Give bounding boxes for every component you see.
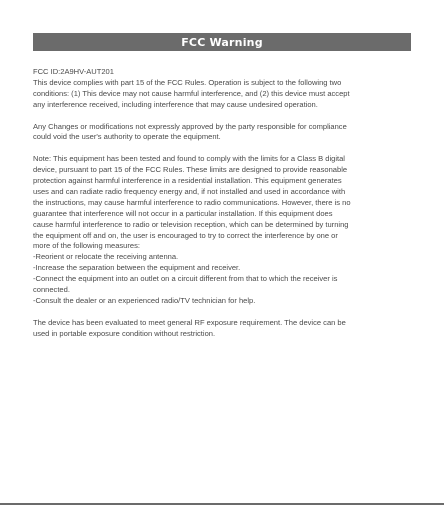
paragraph-gap <box>33 111 411 122</box>
measure-item: connected. <box>33 285 70 295</box>
note-line: guarantee that interference will not occur in a particular installation. If this equipment does <box>33 208 333 218</box>
modifications-line: Any Changes or modifications not expressly approved by the party responsible for compliance <box>33 121 347 131</box>
measure-item: -Consult the dealer or an experienced radio/TV technician for help. <box>33 296 256 305</box>
modifications-paragraph <box>33 122 411 144</box>
note-line: more of the following measures: <box>33 241 140 251</box>
compliance-line: conditions: (1) This device may not cause harmful interference, and (2) this device must accept <box>33 88 350 98</box>
page-title: FCC Warning <box>181 35 263 49</box>
note-line: cause harmful interference to radio or television reception, which can be determined by turning <box>33 219 349 229</box>
fcc-id: FCC ID:2A9HV-AUT201 <box>33 67 114 76</box>
fcc-warning-content <box>33 67 411 340</box>
paragraph-gap <box>33 307 411 318</box>
rf-exposure-paragraph <box>33 318 411 340</box>
compliance-line: any interference received, including interference that may cause undesired operation. <box>33 99 318 109</box>
modifications-line: could void the user's authority to operate the equipment. <box>33 132 221 142</box>
rf-exposure-line: used in portable exposure condition without restriction. <box>33 328 216 338</box>
paragraph-gap <box>33 143 411 154</box>
note-line: Note: This equipment has been tested and found to comply with the limits for a Class B digital <box>33 154 345 164</box>
measure-item: -Connect the equipment into an outlet on a circuit different from that to which the receiver is <box>33 274 338 284</box>
note-line: uses and can radiate radio frequency energy and, if not installed and used in accordance with <box>33 186 346 196</box>
compliance-paragraph <box>33 78 411 111</box>
note-line: the instructions, may cause harmful interference to radio communications. However, there is no <box>33 197 351 207</box>
note-paragraph <box>33 154 411 307</box>
measure-item: -Increase the separation between the equipment and receiver. <box>33 263 241 273</box>
bottom-rule <box>0 503 444 505</box>
note-line: the equipment off and on, the user is encouraged to try to correct the interference by one or <box>33 230 338 240</box>
header-bar <box>33 33 411 51</box>
measure-item: -Reorient or relocate the receiving antenna. <box>33 252 179 262</box>
note-line: device, pursuant to part 15 of the FCC Rules. These limits are designed to provide reasonable <box>33 165 348 175</box>
compliance-line: This device complies with part 15 of the FCC Rules. Operation is subject to the following two <box>33 77 342 87</box>
rf-exposure-line: The device has been evaluated to meet general RF exposure requirement. The device can be <box>33 317 346 327</box>
note-line: protection against harmful interference in a residential installation. This equipment generates <box>33 176 342 186</box>
